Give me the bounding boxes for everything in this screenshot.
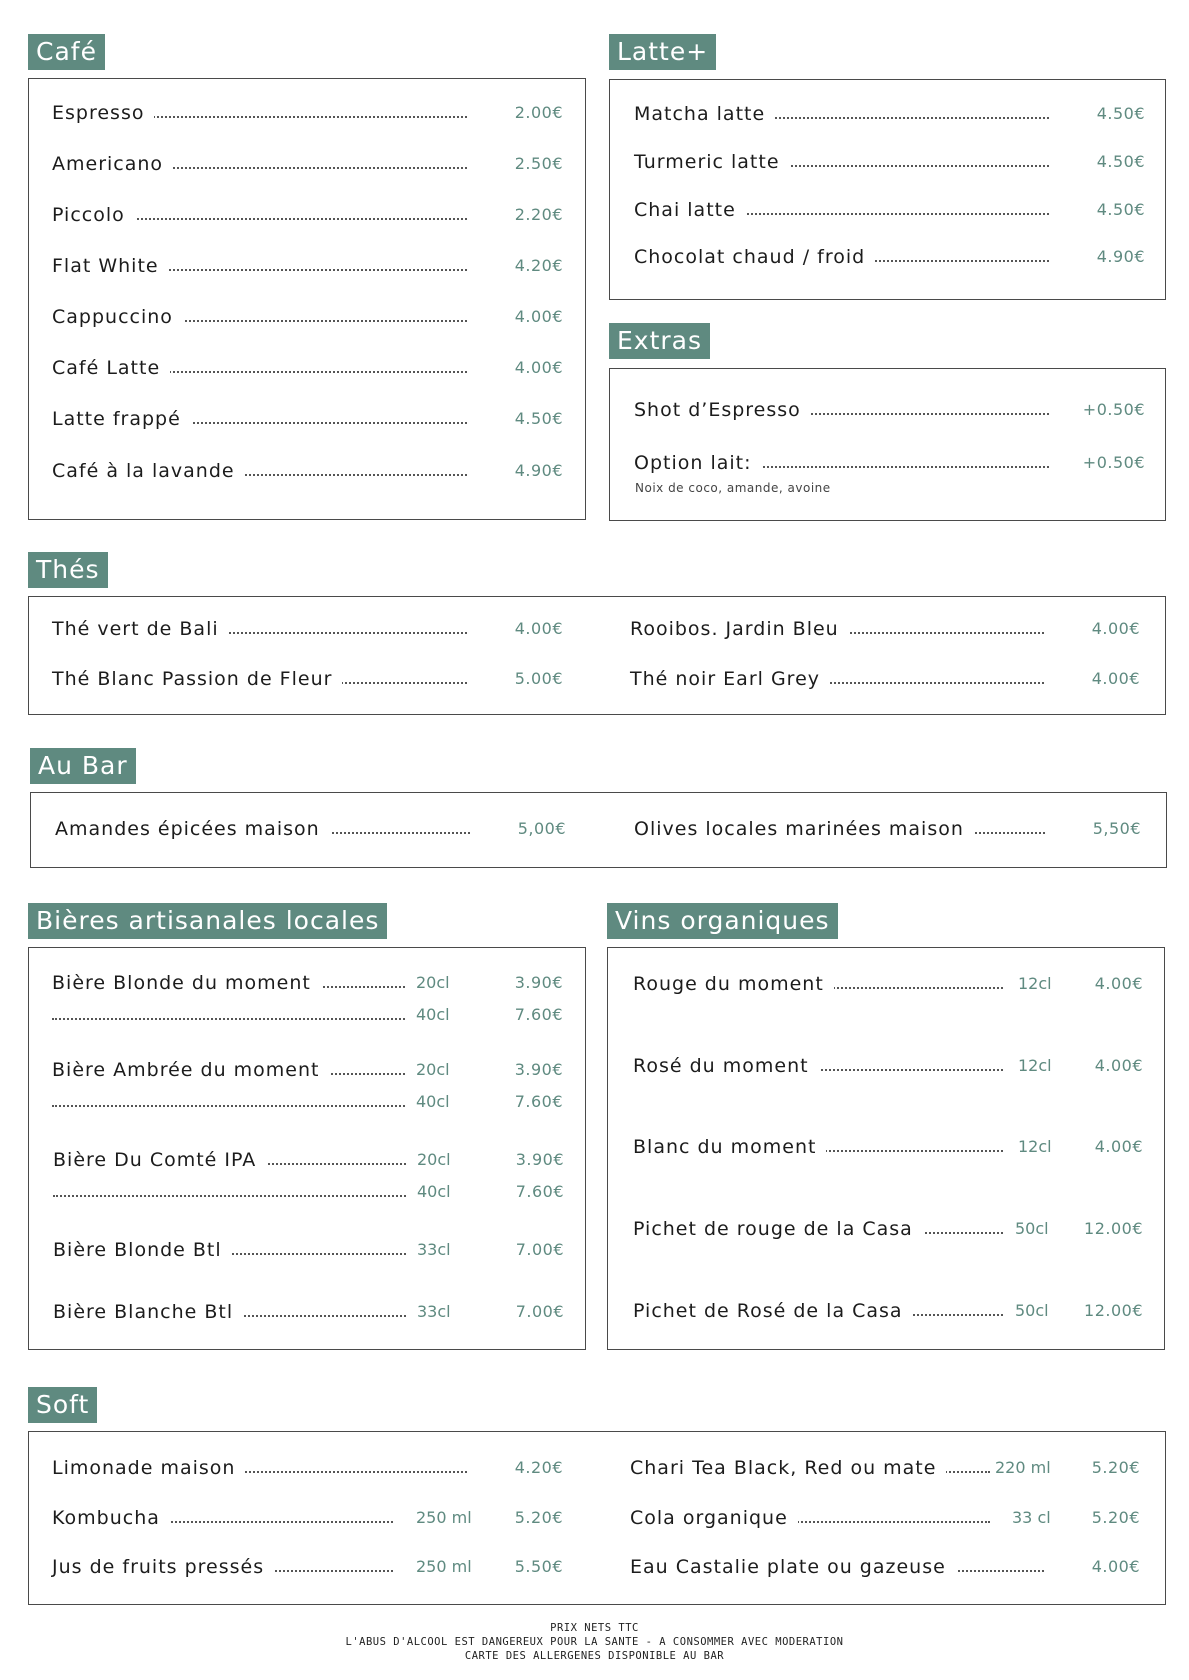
item-name: Bière Blonde Btl — [53, 1236, 232, 1264]
item-price: 7.00€ — [515, 1302, 564, 1321]
menu-item — [634, 243, 1145, 271]
footer-legal — [0, 1621, 1189, 1663]
item-volume: 12cl — [1018, 1137, 1052, 1156]
menu-item — [52, 405, 563, 433]
item-price: 2.50€ — [514, 154, 563, 173]
vins-box — [607, 947, 1165, 1350]
menu-item — [52, 354, 563, 382]
item-name: Bière Blonde du moment — [52, 969, 321, 997]
menu-item — [52, 252, 563, 280]
menu-item — [633, 1215, 1143, 1243]
menu-item — [53, 1178, 564, 1206]
section-title-vins: Vins organiques — [607, 903, 838, 939]
item-price: 4.90€ — [1096, 247, 1145, 266]
item-name: Blanc du moment — [633, 1133, 826, 1161]
item-name: Pichet de rouge de la Casa — [633, 1215, 923, 1243]
item-price: 4.00€ — [1091, 669, 1140, 688]
item-price: 4.00€ — [514, 307, 563, 326]
bieres-box — [28, 947, 586, 1350]
item-price: 2.00€ — [514, 103, 563, 122]
section-title-bar: Au Bar — [30, 748, 136, 784]
dot-leader — [52, 1105, 405, 1107]
section-title-extras: Extras — [609, 323, 710, 359]
item-price: 4.90€ — [514, 461, 563, 480]
item-volume: 50cl — [1015, 1219, 1049, 1238]
item-volume: 20cl — [416, 1060, 450, 1079]
item-price: 4.00€ — [1094, 974, 1143, 993]
item-price: 7.60€ — [514, 1005, 563, 1024]
item-price: 4.50€ — [1096, 104, 1145, 123]
menu-item — [634, 396, 1145, 424]
item-name: Latte frappé — [52, 405, 191, 433]
item-name: Americano — [52, 150, 173, 178]
footer-allergens-note: CARTE DES ALLERGENES DISPONIBLE AU BAR — [464, 1650, 725, 1662]
menu-item — [633, 970, 1143, 998]
menu-item — [630, 615, 1140, 643]
item-name: Flat White — [52, 252, 169, 280]
item-volume: 40cl — [417, 1182, 451, 1201]
item-volume: 250 ml — [416, 1508, 472, 1527]
menu-item — [634, 196, 1145, 224]
item-volume: 33cl — [417, 1240, 451, 1259]
section-cafe — [28, 34, 586, 520]
item-price: 4.00€ — [514, 358, 563, 377]
menu-item — [634, 100, 1145, 128]
item-name: Cappuccino — [52, 303, 183, 331]
menu-item — [52, 1088, 563, 1116]
dot-leader — [53, 1195, 406, 1197]
menu-item — [633, 1297, 1143, 1325]
item-name: Thé Blanc Passion de Fleur — [52, 665, 342, 693]
menu-item — [52, 1056, 563, 1084]
section-bar — [30, 748, 1167, 868]
cafe-box — [28, 78, 586, 520]
item-price: 2.20€ — [514, 205, 563, 224]
section-title-cafe: Café — [28, 34, 105, 70]
thes-box — [28, 596, 1166, 715]
item-name: Olives locales marinées maison — [634, 815, 974, 843]
item-name: Jus de fruits pressés — [52, 1553, 274, 1581]
menu-item — [633, 1133, 1143, 1161]
item-name: Café à la lavande — [52, 457, 245, 485]
item-price: 12.00€ — [1084, 1301, 1143, 1320]
item-price: 7.60€ — [515, 1182, 564, 1201]
menu-item — [52, 1553, 563, 1581]
item-price: 5.20€ — [1091, 1458, 1140, 1477]
item-volume: 20cl — [416, 973, 450, 992]
item-price: 5.50€ — [514, 1557, 563, 1576]
latte-box — [609, 79, 1166, 300]
section-title-soft: Soft — [28, 1387, 97, 1423]
item-price: 12.00€ — [1084, 1219, 1143, 1238]
menu-item — [53, 1298, 564, 1326]
item-name: Bière Blanche Btl — [53, 1298, 243, 1326]
section-extras — [609, 323, 1166, 521]
item-name: Piccolo — [52, 201, 135, 229]
menu-item — [52, 303, 563, 331]
menu-item — [53, 1146, 564, 1174]
item-name: Chocolat chaud / froid — [634, 243, 875, 271]
item-price: 4.50€ — [1096, 200, 1145, 219]
item-price: 5.20€ — [514, 1508, 563, 1527]
menu-item — [52, 99, 563, 127]
item-price: +0.50€ — [1082, 400, 1145, 419]
item-name: Turmeric latte — [634, 148, 790, 176]
section-soft — [28, 1387, 1166, 1605]
item-name: Amandes épicées maison — [55, 815, 330, 843]
item-name: Thé noir Earl Grey — [630, 665, 830, 693]
menu-item — [55, 815, 566, 843]
item-name: Bière Du Comté IPA — [53, 1146, 266, 1174]
item-name: Kombucha — [52, 1504, 170, 1532]
item-name: Matcha latte — [634, 100, 775, 128]
item-volume: 40cl — [416, 1005, 450, 1024]
dot-leader — [52, 1018, 405, 1020]
item-price: 3.90€ — [514, 1060, 563, 1079]
item-price: 5,50€ — [1092, 819, 1141, 838]
menu-item — [630, 665, 1140, 693]
item-name: Café Latte — [52, 354, 170, 382]
section-latte — [609, 34, 1166, 300]
menu-item — [634, 148, 1145, 176]
item-price: 7.00€ — [515, 1240, 564, 1259]
menu-item — [634, 449, 1145, 477]
menu-item — [52, 665, 563, 693]
item-name: Espresso — [52, 99, 154, 127]
item-price: 3.90€ — [515, 1150, 564, 1169]
item-name: Eau Castalie plate ou gazeuse — [630, 1553, 956, 1581]
item-price: 4.20€ — [514, 1458, 563, 1477]
item-price: 5.20€ — [1091, 1508, 1140, 1527]
item-volume: 250 ml — [416, 1557, 472, 1576]
item-price: 3.90€ — [514, 973, 563, 992]
menu-item — [52, 1001, 563, 1029]
item-name: Option lait: — [634, 449, 762, 477]
item-volume: 12cl — [1018, 974, 1052, 993]
item-name: Bière Ambrée du moment — [52, 1056, 329, 1084]
item-name: Pichet de Rosé de la Casa — [633, 1297, 913, 1325]
item-name: Rosé du moment — [633, 1052, 819, 1080]
menu-item — [52, 1454, 563, 1482]
menu-item — [52, 457, 563, 485]
extras-box — [609, 368, 1166, 521]
section-title-latte: Latte+ — [609, 34, 716, 70]
item-volume: 33cl — [417, 1302, 451, 1321]
item-price: 4.00€ — [1091, 619, 1140, 638]
section-vins — [607, 903, 1165, 1350]
item-price: 7.60€ — [514, 1092, 563, 1111]
item-price: 5.00€ — [514, 669, 563, 688]
item-name: Limonade maison — [52, 1454, 245, 1482]
item-name: Thé vert de Bali — [52, 615, 229, 643]
menu-item — [630, 1454, 1140, 1482]
footer-prices-note: PRIX NETS TTC — [550, 1622, 639, 1634]
item-volume: 12cl — [1018, 1056, 1052, 1075]
item-price: 4.50€ — [1096, 152, 1145, 171]
menu-item — [52, 969, 563, 997]
menu-item — [52, 150, 563, 178]
menu-item — [633, 1052, 1143, 1080]
menu-item — [52, 615, 563, 643]
section-title-thes: Thés — [28, 552, 108, 588]
menu-item — [53, 1236, 564, 1264]
item-price: 5,00€ — [517, 819, 566, 838]
extras-note: Noix de coco, amande, avoine — [635, 481, 831, 495]
menu-item — [630, 1504, 1140, 1532]
section-bieres — [28, 903, 586, 1350]
item-volume: 50cl — [1015, 1301, 1049, 1320]
item-price: +0.50€ — [1082, 453, 1145, 472]
menu-item — [634, 815, 1141, 843]
item-volume: 33 cl — [1012, 1508, 1051, 1527]
bar-box — [30, 792, 1167, 868]
menu-item — [630, 1553, 1140, 1581]
soft-box — [28, 1431, 1166, 1605]
item-price: 4.00€ — [1094, 1137, 1143, 1156]
item-price: 4.00€ — [1091, 1557, 1140, 1576]
item-volume: 20cl — [417, 1150, 451, 1169]
menu-item — [52, 201, 563, 229]
item-price: 4.20€ — [514, 256, 563, 275]
item-name: Cola organique — [630, 1504, 798, 1532]
item-name: Rouge du moment — [633, 970, 834, 998]
item-name: Shot d’Espresso — [634, 396, 811, 424]
item-volume: 40cl — [416, 1092, 450, 1111]
item-price: 4.50€ — [514, 409, 563, 428]
footer-alcohol-warning: L'ABUS D'ALCOOL EST DANGEREUX POUR LA SANTE - A CONSOMMER AVEC MODERATION — [345, 1636, 844, 1648]
item-name: Rooibos. Jardin Bleu — [630, 615, 849, 643]
item-price: 4.00€ — [514, 619, 563, 638]
section-title-bieres: Bières artisanales locales — [28, 903, 387, 939]
item-name: Chai latte — [634, 196, 746, 224]
item-name: Chari Tea Black, Red ou mate — [630, 1454, 946, 1482]
item-volume: 220 ml — [995, 1458, 1051, 1477]
section-thes — [28, 552, 1166, 715]
menu-item — [52, 1504, 563, 1532]
item-price: 4.00€ — [1094, 1056, 1143, 1075]
